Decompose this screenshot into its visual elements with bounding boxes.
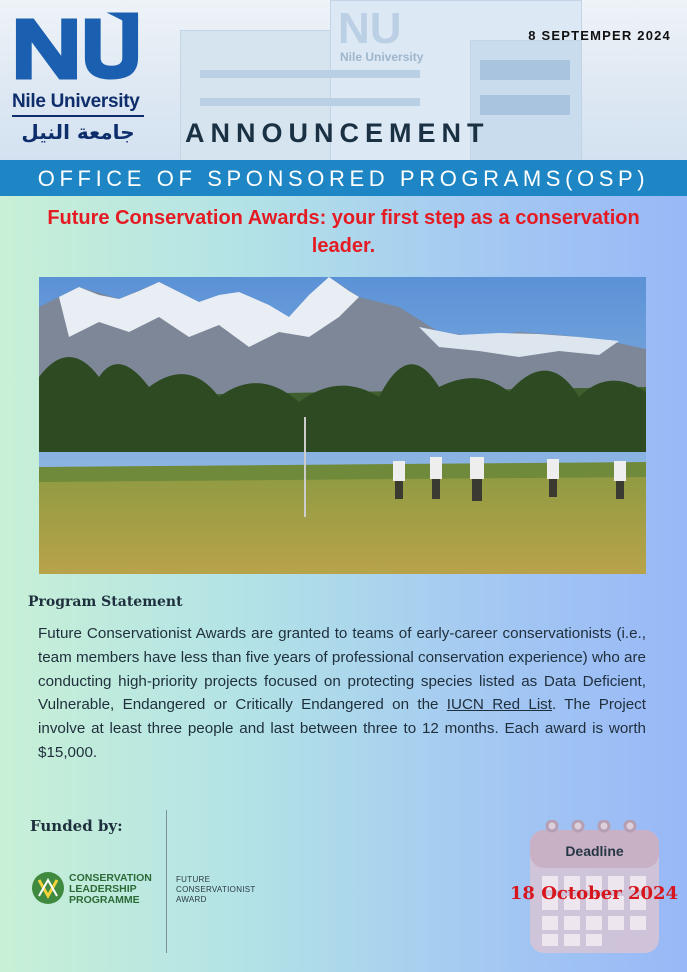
clp-line: PROGRAMME: [69, 894, 140, 906]
award-line: AWARD: [176, 895, 207, 904]
clp-line: LEADERSHIP: [69, 883, 137, 895]
office-banner: OFFICE OF SPONSORED PROGRAMS(OSP): [0, 160, 687, 196]
deadline-label: Deadline: [565, 843, 624, 859]
clp-line: CONSERVATION: [69, 872, 152, 884]
nu-logo-mark: [12, 12, 142, 82]
university-name-arabic: جامعة النيل: [21, 120, 135, 144]
statement-text-part-2: . The Project involve at least three people and last between three to 12 months. Each award is worth $15,000.: [38, 696, 647, 761]
nile-university-logo: [12, 12, 152, 144]
program-statement-title: Program Statement: [28, 594, 183, 610]
logo-divider: [12, 115, 144, 117]
announcement-title: ANNOUNCEMENT: [185, 118, 490, 148]
clp-emblem-icon: [30, 870, 66, 906]
clp-name: [69, 873, 152, 906]
award-line: CONSERVATIONIST: [176, 885, 256, 894]
award-headline: Future Conservation Awards: your first step as a conservation leader.: [47, 207, 640, 257]
funding-divider: [166, 810, 167, 953]
future-conservationist-award-label: [176, 875, 256, 905]
mountain-meadow-image: [39, 277, 646, 574]
conservation-leadership-programme-logo: [30, 870, 165, 910]
funded-by-label: Funded by:: [30, 817, 123, 835]
program-statement-text: [38, 622, 646, 765]
announcement-date: 8 SEPTEMPER 2024: [528, 28, 671, 43]
university-name: Nile University: [12, 91, 140, 112]
statement-text-part-1: Future Conservationist Awards are granted to teams of early-career conservationists (i.e., team members have less than five years of professional conservation experience) who are conducting high-priority projects focused on protecting species listed as Data Deficient, Vulnerable, Endangered or Critically Endangered on the: [38, 625, 646, 714]
award-line: FUTURE: [176, 875, 211, 884]
building-photo: NU Nile University: [0, 0, 687, 160]
field-photo: [39, 277, 646, 574]
deadline-date: 18 October 2024: [509, 883, 679, 904]
iucn-red-list-link[interactable]: IUCN Red List: [446, 696, 553, 714]
